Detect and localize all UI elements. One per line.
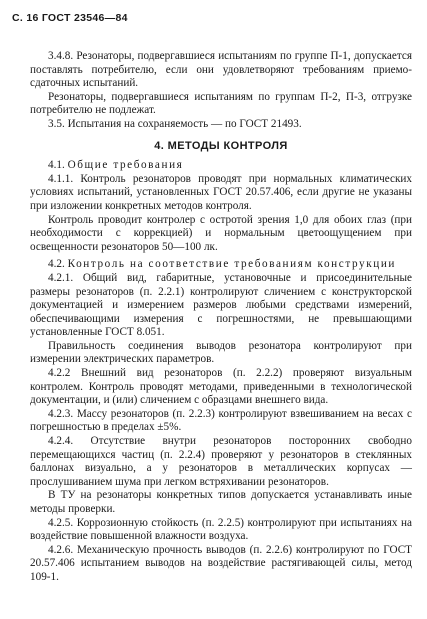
heading-4-1 <box>30 159 412 173</box>
heading-4-1-number: 4.1. <box>48 159 68 172</box>
paragraph-leads: Правильность соединения выводов резонатора контролируют при измерении электрических параметров. <box>30 339 412 366</box>
paragraph-4-2-2: 4.2.2 Внешний вид резонаторов (п. 2.2.2) проверяют визуальным контролем. Контроль проводят методами, приведенными в технологической документации, и (или) сличением с образцами внешнего вида. <box>30 367 412 407</box>
heading-4-1-title: Общие требования <box>67 159 184 172</box>
document-body <box>30 50 412 585</box>
heading-4-2 <box>30 258 412 272</box>
heading-4-2-number: 4.2. <box>48 258 68 271</box>
paragraph-tu: В ТУ на резонаторы конкретных типов допускается устанавливать иные методы проверки. <box>30 489 412 515</box>
section-title: 4. МЕТОДЫ КОНТРОЛЯ <box>154 139 288 152</box>
paragraph-4-2-4: 4.2.4. Отсутствие внутри резонаторов посторонних свободно перемещающихся частиц (п. 2.2.4) проверяют у резонаторов в стеклянных баллонах визуально, а у резонаторов в металлических корпусах — прослушиванием шума при легком встряхивании резонаторов. <box>30 435 412 488</box>
paragraph-3-4-8: 3.4.8. Резонаторы, подвергавшиеся испытаниям по группе П-1, допускается поставлять потребителю, если они удовлетворяют требованиям приемо-сдаточных испытаний. <box>30 50 412 90</box>
paragraph-4-2-6: 4.2.6. Механическую прочность выводов (п. 2.2.6) контролируют по ГОСТ 20.57.406 испытанием выводов на воздействие растягивающей силы, метод 109-1. <box>30 543 412 583</box>
paragraph-4-2-5: 4.2.5. Коррозионную стойкость (п. 2.2.5) контролируют при испытаниях на воздействие повышенной влажности воздуха. <box>30 516 412 543</box>
paragraph-4-1-1: 4.1.1. Контроль резонаторов проводят при нормальных климатических условиях испытаний, установленных ГОСТ 20.57.406, если другие не указаны при изложении конкретных методов контроля. <box>30 172 412 212</box>
paragraph-control: Контроль проводит контролер с остротой зрения 1,0 для обоих глаз (при необходимости с коррекцией) и нормальным цветоощущением при освещенности резонаторов 50—100 лк. <box>30 213 412 253</box>
paragraph-4-2-3: 4.2.3. Массу резонаторов (п. 2.2.3) контролируют взвешиванием на весах с погрешностью в пределах ±5%. <box>30 407 412 434</box>
page-header: С. 16 ГОСТ 23546—84 <box>12 12 128 24</box>
paragraph-p2-p3: Резонаторы, подвергавшиеся испытаниям по группам П-2, П-3, отгрузке потребителю не подлежат. <box>30 90 412 117</box>
heading-4-2-title: Контроль на соответствие требованиям конструкции <box>67 258 396 271</box>
paragraph-3-5: 3.5. Испытания на сохраняемость — по ГОСТ 21493. <box>48 117 302 130</box>
paragraph-4-2-1: 4.2.1. Общий вид, габаритные, установочные и присоединительные размеры резонаторов (п. 2.2.1) контролируют сличением с конструкторской документацией и измерением размеров любыми средствами измерений, обеспечивающими измерения с погрешностями, не превышающими установленные ГОСТ 8.051. <box>30 271 412 339</box>
